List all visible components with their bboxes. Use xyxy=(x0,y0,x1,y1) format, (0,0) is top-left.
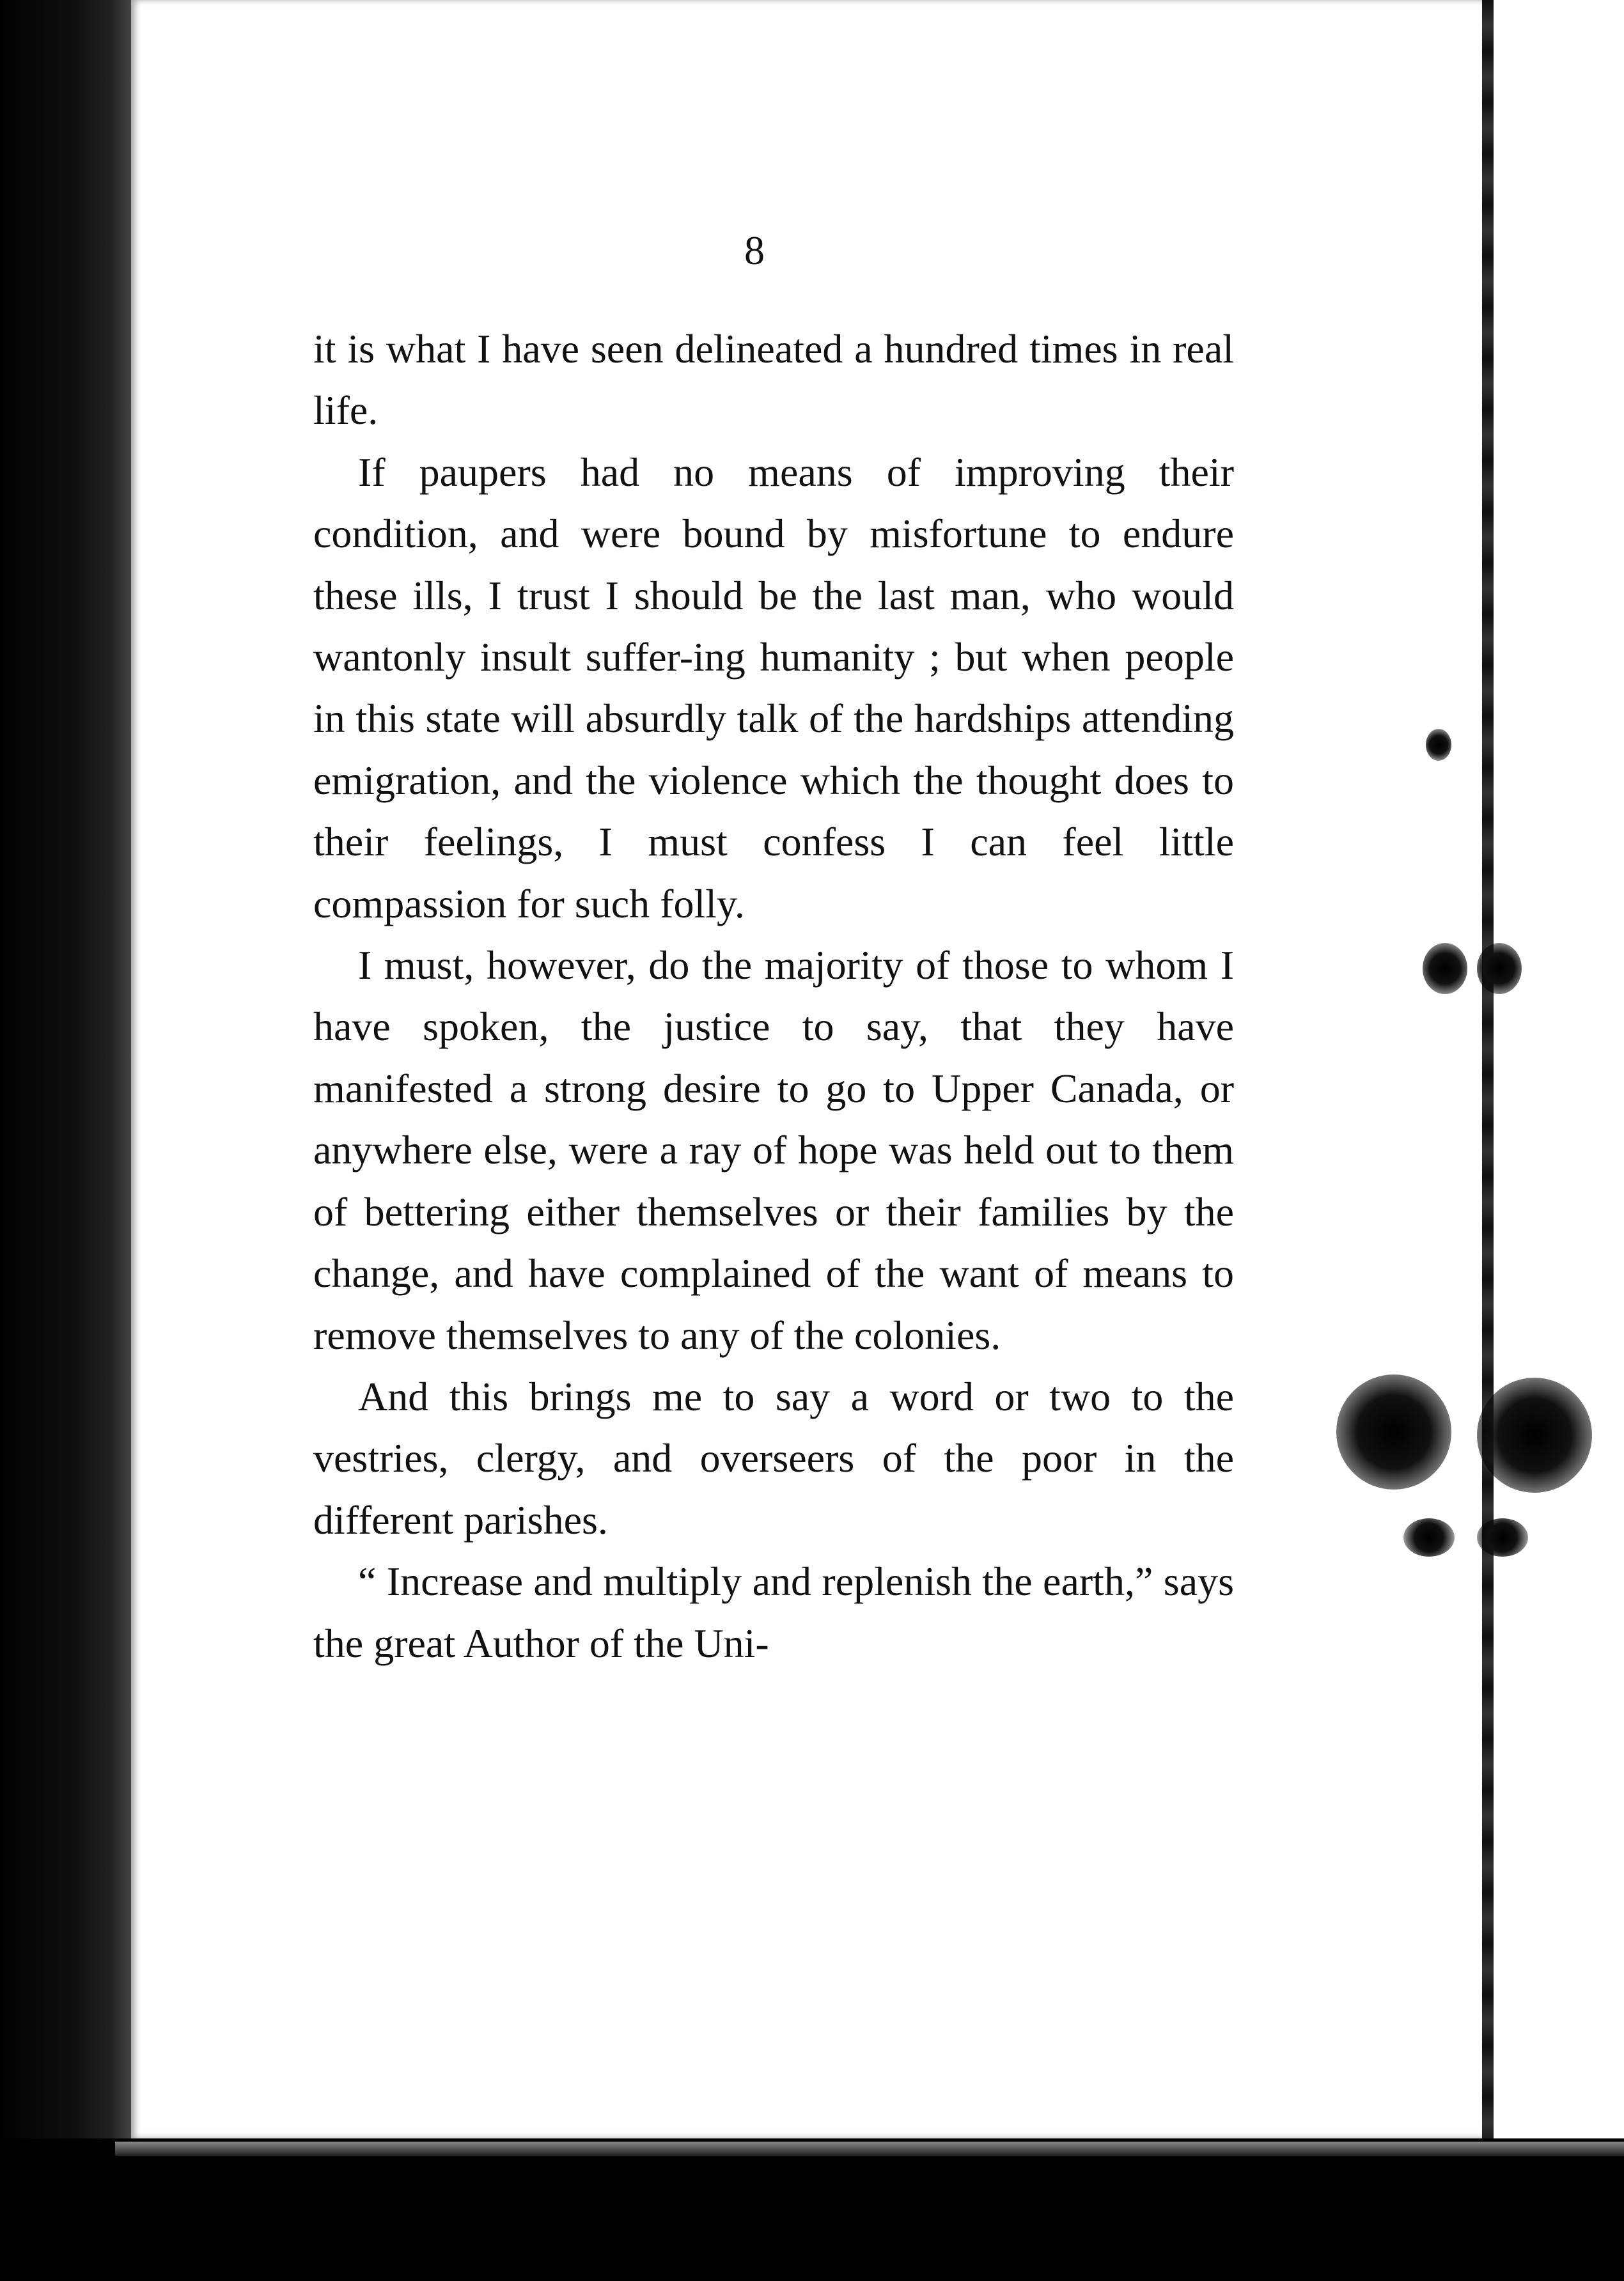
paragraph: it is what I have seen delineated a hundred times in real life. xyxy=(313,326,1234,433)
ink-blot xyxy=(1426,729,1451,761)
paragraph: If paupers had no means of improving their condition, and were bound by misfortune to endure these ills, I trust I should be the last man, who would wantonly insult suffer-ing humanity ; but when people in this state will absurdly talk of the hardships attending emigration, and the violence which the thought does to their feelings, I must confess I can feel little compassion for such folly. xyxy=(313,449,1234,926)
paragraph: And this brings me to say a word or two to the vestries, clergy, and overseers of the poor in the different parishes. xyxy=(313,1373,1234,1543)
bottom-edge xyxy=(0,2138,1624,2281)
paragraph: I must, however, do the majority of those to whom I have spoken, the justice to say, that they have manifested a strong desire to go to Upper Canada, or anywhere else, were a ray of hope was held out to them of bettering either themselves or their families by the change, and have complained of the want of means to remove themselves to any of the colonies. xyxy=(313,942,1234,1358)
ink-blot xyxy=(1477,1378,1592,1493)
bottom-page-edge xyxy=(115,2142,1624,2156)
ink-blot xyxy=(1403,1518,1455,1557)
ink-blot xyxy=(1477,1518,1528,1557)
ink-blot xyxy=(1477,943,1522,994)
body-text xyxy=(313,318,1234,1674)
adjacent-leaf xyxy=(1494,0,1624,2138)
page-gutter xyxy=(1482,0,1494,2138)
ink-blot xyxy=(1336,1374,1451,1490)
ink-blot xyxy=(1423,943,1467,994)
page-number: 8 xyxy=(744,228,765,273)
book-spine-edge xyxy=(0,0,131,2281)
paragraph: “ Increase and multiply and replenish the earth,” says the great Author of the Uni- xyxy=(313,1559,1234,1666)
